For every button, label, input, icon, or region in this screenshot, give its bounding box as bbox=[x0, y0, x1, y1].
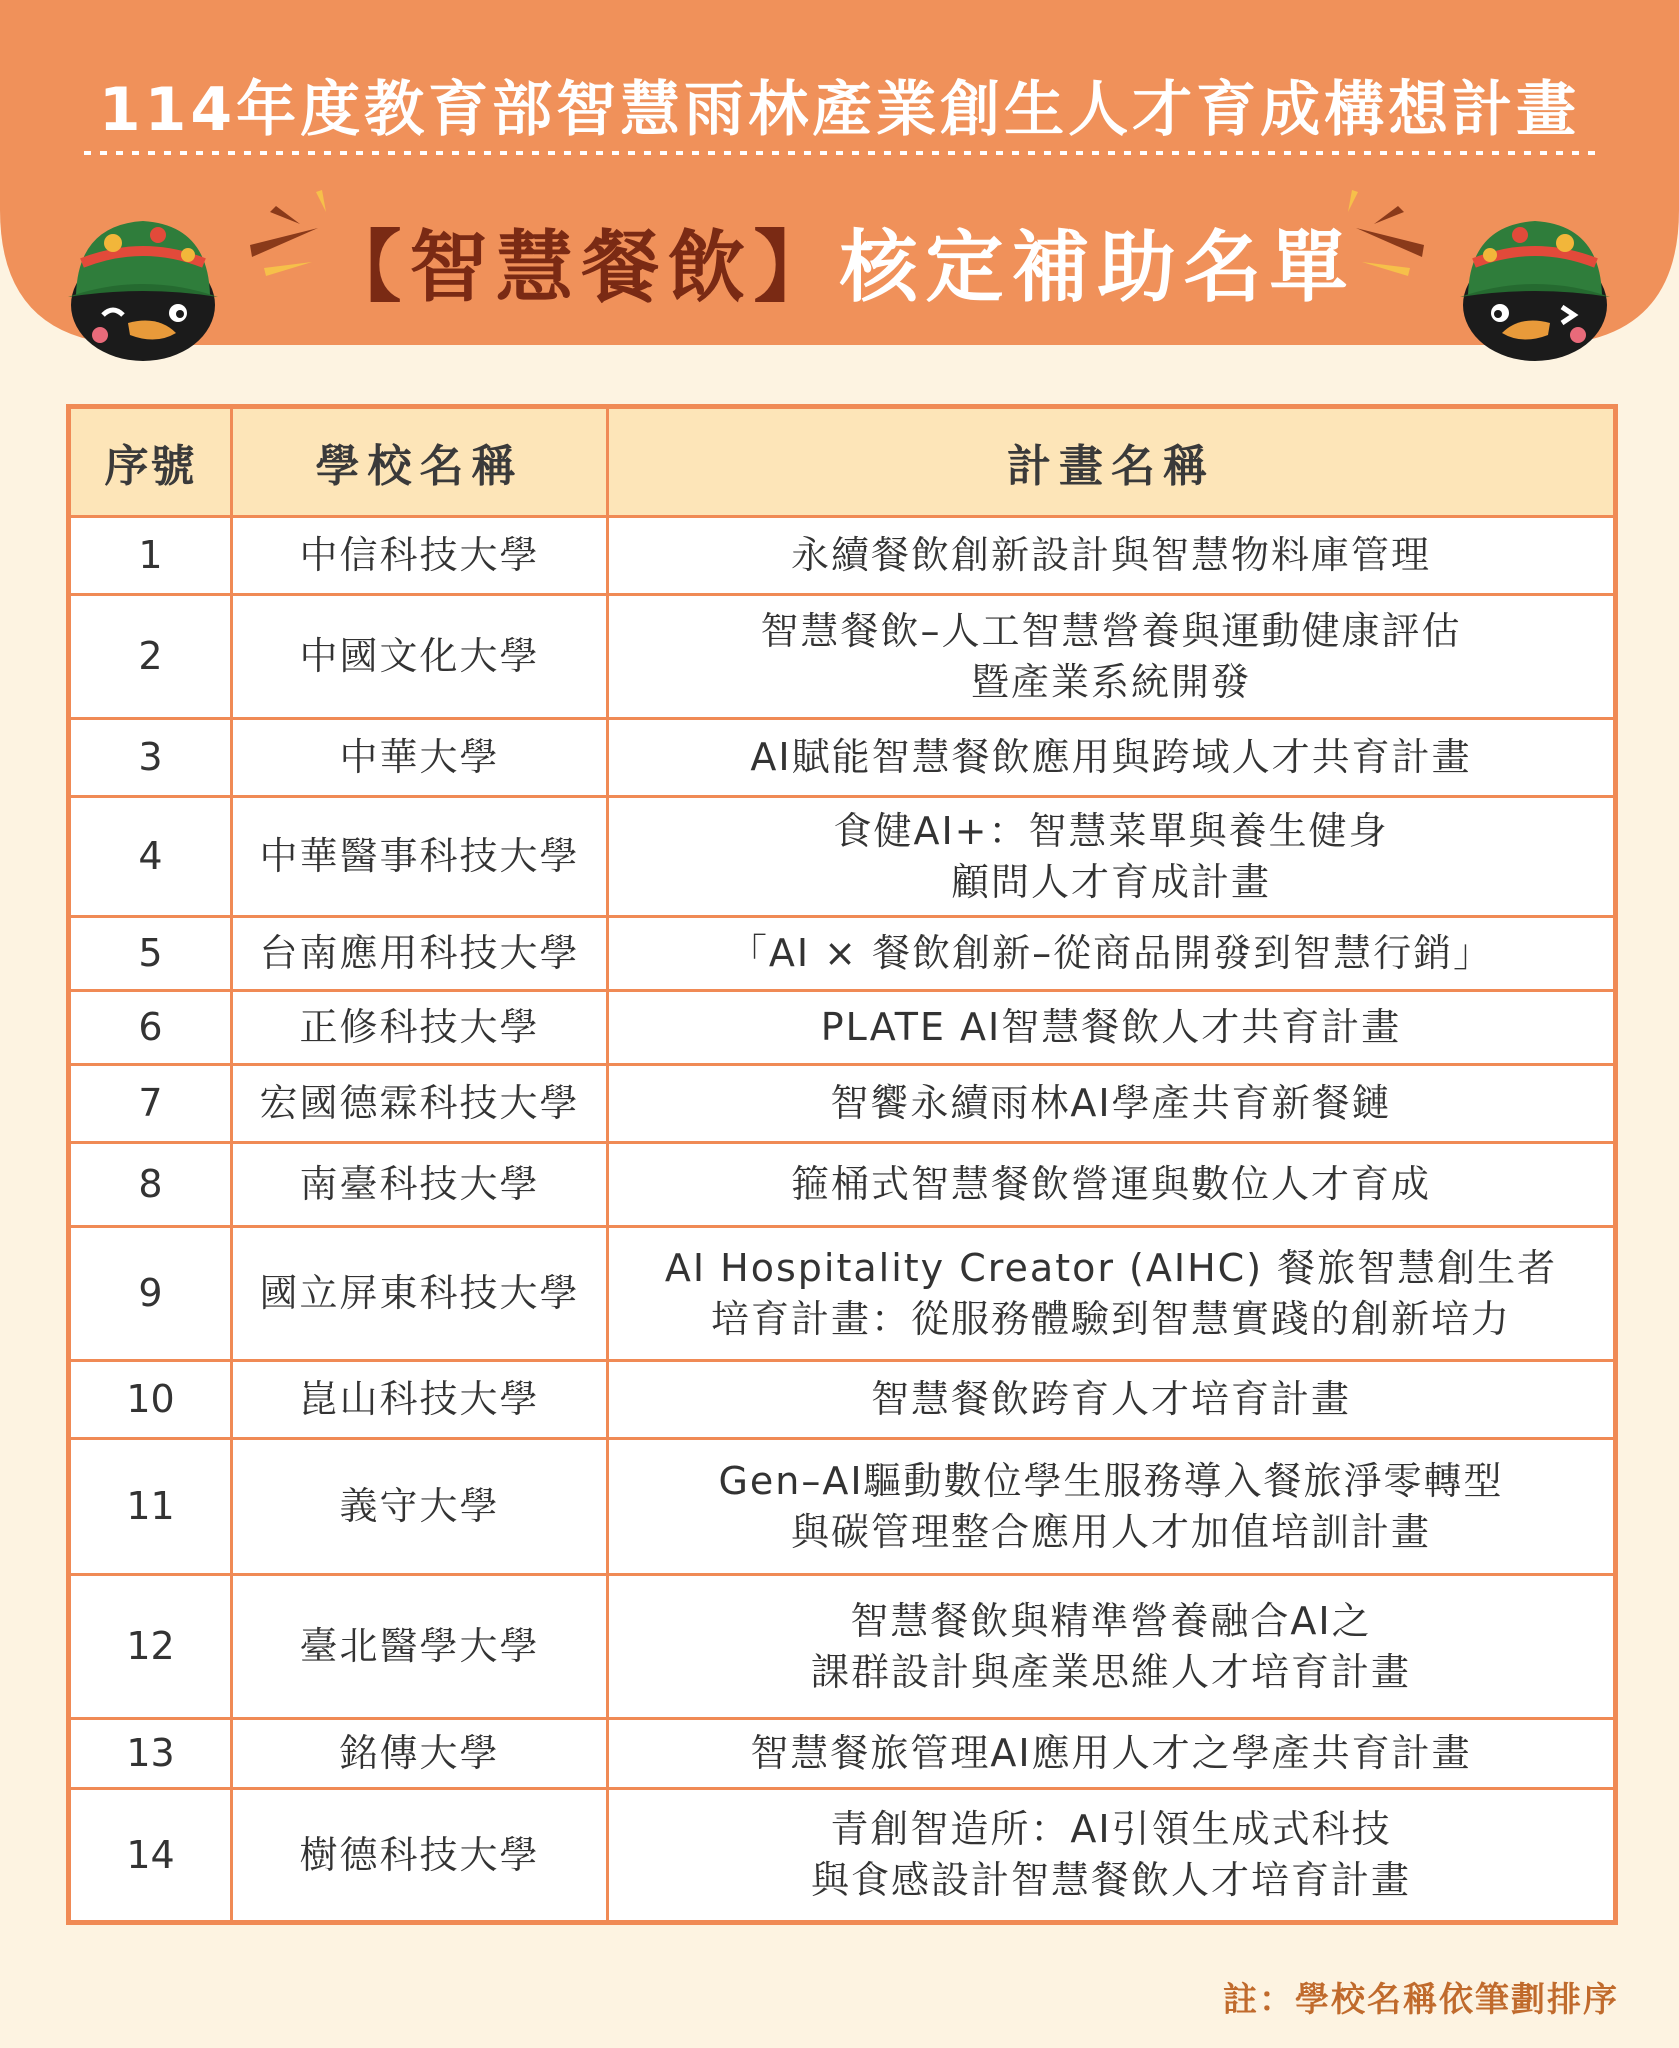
row-project-name bbox=[608, 1361, 1616, 1439]
table-row bbox=[69, 1575, 1616, 1719]
row-school-name: 樹德科技大學 bbox=[232, 1789, 608, 1923]
project-name-line: 顧問人才育成計畫 bbox=[950, 859, 1271, 904]
project-name-line: 智慧餐旅管理AI應用人才之學產共育計畫 bbox=[750, 1731, 1472, 1775]
project-name-line: PLATE AI智慧餐飲人才共育計畫 bbox=[820, 1005, 1402, 1049]
table-row bbox=[69, 1789, 1616, 1923]
row-index: 8 bbox=[69, 1143, 232, 1227]
row-project-name bbox=[608, 917, 1616, 991]
project-name-line: 智慧餐飲跨育人才培育計畫 bbox=[870, 1377, 1351, 1421]
table-header-row bbox=[69, 407, 1616, 517]
row-school-name: 台南應用科技大學 bbox=[232, 917, 608, 991]
row-index: 2 bbox=[69, 595, 232, 719]
row-project-name bbox=[608, 1065, 1616, 1143]
project-name-line: 青創智造所：AI引領生成式科技 bbox=[830, 1807, 1392, 1851]
project-name-line: Gen–AI驅動數位學生服務導入餐旅淨零轉型 bbox=[718, 1458, 1504, 1503]
project-name-line: 「AI × 餐飲創新–從商品開發到智慧行銷」 bbox=[728, 931, 1494, 975]
project-name-line: AI賦能智慧餐飲應用與跨域人才共育計畫 bbox=[750, 735, 1472, 779]
row-project-name bbox=[608, 1439, 1616, 1575]
project-name-line: 與食感設計智慧餐飲人才培育計畫 bbox=[810, 1858, 1411, 1902]
project-name-line: 食健AI+：智慧菜單與養生健身 bbox=[833, 808, 1389, 853]
header-index: 序號 bbox=[69, 407, 232, 517]
header-school: 學校名稱 bbox=[232, 407, 608, 517]
row-index: 5 bbox=[69, 917, 232, 991]
header-banner bbox=[0, 0, 1679, 350]
row-school-name: 宏國德霖科技大學 bbox=[232, 1065, 608, 1143]
project-name-line: 智慧餐飲–人工智慧營養與運動健康評估 bbox=[760, 608, 1462, 653]
table-row bbox=[69, 1439, 1616, 1575]
project-name-line: 培育計畫：從服務體驗到智慧實踐的創新培力 bbox=[710, 1296, 1511, 1341]
row-school-name: 正修科技大學 bbox=[232, 991, 608, 1065]
row-school-name: 中華醫事科技大學 bbox=[232, 797, 608, 917]
row-project-name bbox=[608, 1789, 1616, 1923]
row-school-name: 崑山科技大學 bbox=[232, 1361, 608, 1439]
table-row bbox=[69, 595, 1616, 719]
row-school-name: 銘傳大學 bbox=[232, 1719, 608, 1789]
row-index: 1 bbox=[69, 517, 232, 595]
project-name-line: 箍桶式智慧餐飲營運與數位人才育成 bbox=[790, 1162, 1431, 1206]
page-title: 114年度教育部智慧雨林產業創生人才育成構想計畫 bbox=[98, 75, 1581, 145]
table-row bbox=[69, 1361, 1616, 1439]
row-index: 3 bbox=[69, 719, 232, 797]
row-school-name: 中國文化大學 bbox=[232, 595, 608, 719]
row-project-name bbox=[608, 517, 1616, 595]
table-row bbox=[69, 1143, 1616, 1227]
table-row bbox=[69, 1065, 1616, 1143]
row-project-name bbox=[608, 1575, 1616, 1719]
row-project-name bbox=[608, 595, 1616, 719]
mascot-right-icon bbox=[1450, 205, 1620, 365]
grant-list-table bbox=[66, 404, 1618, 1925]
subtitle-category: 【智慧餐飲】 bbox=[323, 223, 840, 313]
table-row bbox=[69, 797, 1616, 917]
footer-note: 註：學校名稱依筆劃排序 bbox=[1223, 1980, 1619, 2020]
row-index: 10 bbox=[69, 1361, 232, 1439]
row-school-name: 中信科技大學 bbox=[232, 517, 608, 595]
row-index: 4 bbox=[69, 797, 232, 917]
row-index: 11 bbox=[69, 1439, 232, 1575]
project-name-line: 智饗永續雨林AI學產共育新餐鏈 bbox=[830, 1081, 1392, 1125]
table-body bbox=[69, 517, 1616, 1923]
header-project: 計畫名稱 bbox=[608, 407, 1616, 517]
row-project-name bbox=[608, 1143, 1616, 1227]
project-name-line: 永續餐飲創新設計與智慧物料庫管理 bbox=[790, 533, 1431, 577]
project-name-line: 暨產業系統開發 bbox=[970, 659, 1251, 704]
row-index: 7 bbox=[69, 1065, 232, 1143]
table-row bbox=[69, 1719, 1616, 1789]
row-index: 13 bbox=[69, 1719, 232, 1789]
project-name-line: AI Hospitality Creator (AIHC) 餐旅智慧創生者 bbox=[664, 1245, 1558, 1290]
row-school-name: 臺北醫學大學 bbox=[232, 1575, 608, 1719]
mascot-left-icon bbox=[58, 205, 228, 365]
row-project-name bbox=[608, 719, 1616, 797]
table-row bbox=[69, 517, 1616, 595]
table-row bbox=[69, 719, 1616, 797]
project-name-line: 與碳管理整合應用人才加值培訓計畫 bbox=[790, 1509, 1431, 1554]
row-project-name bbox=[608, 991, 1616, 1065]
table-row bbox=[69, 991, 1616, 1065]
row-project-name bbox=[608, 797, 1616, 917]
subtitle-main: 核定補助名單 bbox=[839, 223, 1356, 313]
row-index: 14 bbox=[69, 1789, 232, 1923]
row-school-name: 中華大學 bbox=[232, 719, 608, 797]
grant-list-table-wrapper bbox=[66, 404, 1613, 1925]
table-row bbox=[69, 1227, 1616, 1361]
row-school-name: 義守大學 bbox=[232, 1439, 608, 1575]
project-name-line: 智慧餐飲與精準營養融合AI之 bbox=[850, 1598, 1372, 1643]
page-subtitle bbox=[0, 205, 1679, 317]
row-index: 12 bbox=[69, 1575, 232, 1719]
row-project-name bbox=[608, 1227, 1616, 1361]
row-index: 6 bbox=[69, 991, 232, 1065]
row-school-name: 南臺科技大學 bbox=[232, 1143, 608, 1227]
row-school-name: 國立屏東科技大學 bbox=[232, 1227, 608, 1361]
row-project-name bbox=[608, 1719, 1616, 1789]
project-name-line: 課群設計與產業思維人才培育計畫 bbox=[810, 1649, 1411, 1694]
table-row bbox=[69, 917, 1616, 991]
row-index: 9 bbox=[69, 1227, 232, 1361]
